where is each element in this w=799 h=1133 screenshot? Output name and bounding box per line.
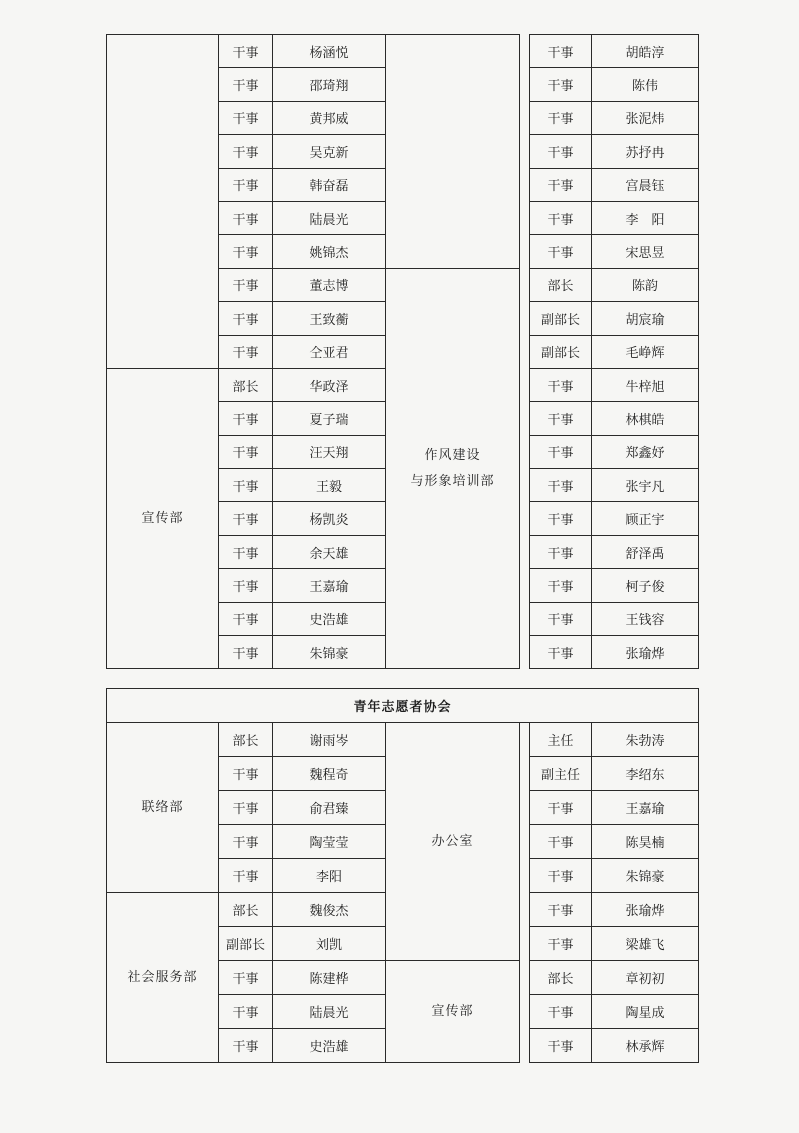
department-office [386,723,520,961]
member-role: 干事 [219,101,273,134]
department-right-continued [386,35,520,269]
member-role: 干事 [219,135,273,168]
member-name: 谢雨岑 [273,723,386,757]
member-name: 张瑜烨 [592,636,699,669]
member-name: 姚锦杰 [273,235,386,268]
association-title-row [107,689,699,723]
member-role: 干事 [219,402,273,435]
member-role: 干事 [219,961,273,995]
member-role: 干事 [530,859,592,893]
column-gap [520,1029,530,1063]
column-gap [520,791,530,825]
member-name: 陈建桦 [273,961,386,995]
member-name: 魏程奇 [273,757,386,791]
member-name: 夏子瑞 [273,402,386,435]
column-gap [520,201,530,234]
member-role: 干事 [530,569,592,602]
member-name: 俞君臻 [273,791,386,825]
member-name: 华政泽 [273,368,386,401]
member-role: 干事 [219,435,273,468]
member-role: 副主任 [530,757,592,791]
member-name: 朱勃涛 [592,723,699,757]
member-name: 韩奋磊 [273,168,386,201]
member-role: 干事 [219,268,273,301]
association-title: 青年志愿者协会 [107,689,699,723]
member-name: 张泥炜 [592,101,699,134]
member-role: 主任 [530,723,592,757]
member-name: 余天雄 [273,535,386,568]
member-name: 王钱容 [592,602,699,635]
column-gap [520,68,530,101]
member-name: 陆晨光 [273,995,386,1029]
member-role: 干事 [219,469,273,502]
member-role: 干事 [530,995,592,1029]
member-name: 陶莹莹 [273,825,386,859]
member-name: 林棋皓 [592,402,699,435]
member-role: 干事 [530,636,592,669]
department-name-line: 办公室 [431,833,474,849]
member-name: 李绍东 [592,757,699,791]
column-gap [520,101,530,134]
member-role: 干事 [219,757,273,791]
member-role: 部长 [219,893,273,927]
member-name: 张瑜烨 [592,893,699,927]
column-gap [520,368,530,401]
column-gap [520,995,530,1029]
column-gap [520,335,530,368]
member-name: 胡皓淳 [592,35,699,68]
column-gap [520,825,530,859]
member-role: 干事 [219,35,273,68]
member-role: 干事 [530,68,592,101]
member-role: 干事 [219,859,273,893]
member-name: 章初初 [592,961,699,995]
member-name: 吴克新 [273,135,386,168]
member-role: 干事 [530,825,592,859]
member-role: 干事 [530,402,592,435]
member-name: 陈韵 [592,268,699,301]
column-gap [520,636,530,669]
member-role: 部长 [219,723,273,757]
member-role: 干事 [530,168,592,201]
member-name: 王致蘅 [273,302,386,335]
member-name: 柯子俊 [592,569,699,602]
member-name: 黄邦威 [273,101,386,134]
member-name: 陆晨光 [273,201,386,234]
department-name-line: 与形象培训部 [410,473,495,489]
roster-table-upper [106,34,699,669]
member-name: 杨凯炎 [273,502,386,535]
table-row [107,35,699,68]
member-role: 干事 [530,469,592,502]
column-gap [520,435,530,468]
member-role: 干事 [530,235,592,268]
member-role: 干事 [219,995,273,1029]
member-role: 干事 [219,168,273,201]
member-name: 史浩雄 [273,602,386,635]
member-name: 朱锦豪 [273,636,386,669]
member-role: 干事 [219,602,273,635]
member-name: 宫晨钰 [592,168,699,201]
department-name-line: 宣传部 [431,1003,474,1019]
member-name: 李阳 [273,859,386,893]
member-name: 刘凯 [273,927,386,961]
member-role: 干事 [530,368,592,401]
member-name: 郑鑫妤 [592,435,699,468]
member-name: 魏俊杰 [273,893,386,927]
member-name: 史浩雄 [273,1029,386,1063]
column-gap [520,757,530,791]
member-role: 干事 [219,1029,273,1063]
member-role: 干事 [530,791,592,825]
column-gap [520,402,530,435]
member-name: 宋思昱 [592,235,699,268]
column-gap [520,602,530,635]
column-gap [520,927,530,961]
member-role: 干事 [219,302,273,335]
member-name: 林承辉 [592,1029,699,1063]
member-name: 邵琦翔 [273,68,386,101]
column-gap [520,535,530,568]
member-role: 干事 [530,435,592,468]
department-name-line: 社会服务部 [127,969,198,985]
member-role: 干事 [219,825,273,859]
member-role: 干事 [530,101,592,134]
column-gap [520,235,530,268]
department-name-line: 联络部 [141,799,184,815]
member-role: 干事 [219,68,273,101]
member-role: 干事 [219,201,273,234]
member-role: 干事 [530,1029,592,1063]
department-left-publicity [107,368,219,669]
member-name: 杨涵悦 [273,35,386,68]
member-role: 部长 [219,368,273,401]
member-role: 干事 [219,569,273,602]
member-name: 张宇凡 [592,469,699,502]
member-role: 干事 [530,201,592,234]
member-name: 李 阳 [592,201,699,234]
table-row [107,723,699,757]
member-name: 朱锦豪 [592,859,699,893]
column-gap [520,893,530,927]
member-name: 董志博 [273,268,386,301]
column-gap [520,569,530,602]
member-name: 仝亚君 [273,335,386,368]
department-social-service [107,893,219,1063]
member-name: 苏抒冉 [592,135,699,168]
member-name: 胡宸瑜 [592,302,699,335]
member-name: 毛峥辉 [592,335,699,368]
member-name: 牛梓旭 [592,368,699,401]
column-gap [520,723,530,757]
member-role: 副部长 [530,335,592,368]
column-gap [520,268,530,301]
column-gap [520,502,530,535]
column-gap [520,135,530,168]
department-liaison [107,723,219,893]
member-role: 干事 [219,791,273,825]
column-gap [520,35,530,68]
column-gap [520,168,530,201]
member-role: 干事 [219,335,273,368]
column-gap [520,302,530,335]
member-role: 部长 [530,268,592,301]
member-role: 干事 [530,893,592,927]
member-role: 干事 [219,636,273,669]
member-name: 顾正宇 [592,502,699,535]
department-name-line: 宣传部 [141,510,184,526]
member-name: 梁雄飞 [592,927,699,961]
column-gap [520,961,530,995]
member-role: 干事 [530,602,592,635]
department-right-style-training [386,268,520,669]
department-name-line: 作风建设 [424,447,481,463]
member-role: 干事 [530,927,592,961]
roster-table-volunteer-association [106,688,699,1063]
member-name: 王嘉瑜 [273,569,386,602]
member-name: 陈昊楠 [592,825,699,859]
member-role: 干事 [530,535,592,568]
member-name: 汪天翔 [273,435,386,468]
member-name: 舒泽禹 [592,535,699,568]
member-role: 干事 [219,235,273,268]
department-left-continued [107,35,219,369]
column-gap [520,469,530,502]
member-name: 王嘉瑜 [592,791,699,825]
member-role: 干事 [530,135,592,168]
department-publicity [386,961,520,1063]
member-role: 干事 [219,535,273,568]
member-role: 干事 [530,502,592,535]
member-role: 副部长 [530,302,592,335]
member-name: 陈伟 [592,68,699,101]
member-role: 副部长 [219,927,273,961]
member-role: 部长 [530,961,592,995]
member-name: 王毅 [273,469,386,502]
member-name: 陶星成 [592,995,699,1029]
member-role: 干事 [219,502,273,535]
member-role: 干事 [530,35,592,68]
column-gap [520,859,530,893]
